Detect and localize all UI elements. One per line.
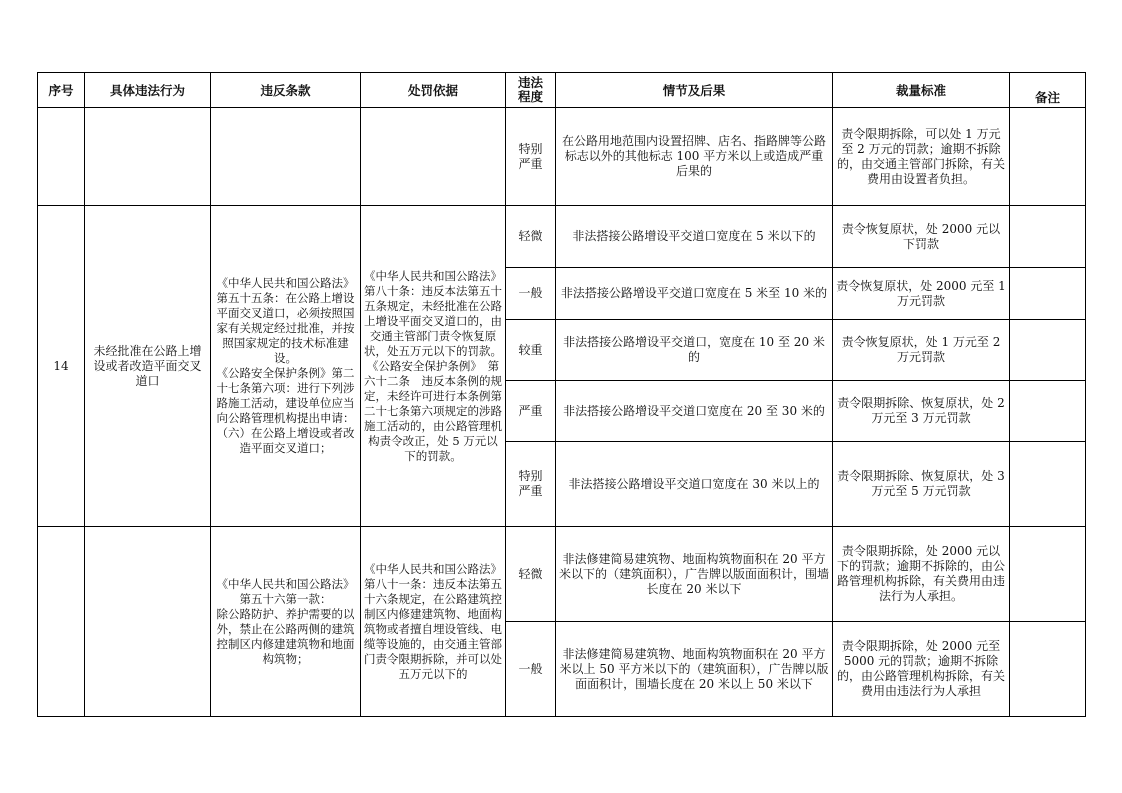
level-cell: 一般: [506, 622, 556, 717]
table-row: [38, 206, 1086, 268]
basis-cell: 《中华人民共和国公路法》第八十条：违反本法第五十五条规定，未经批准在公路上增设平面交叉道口的，由交通主管部门责令恢复原状，处五万元以下的罚款。 《公路安全保护条例》 第六十二条 违反本条例的规定，未经许可进行本条例第二十七条第六项规定的涉路施工活动的，由公路管理机构责令改正，处 5 万元以下的罚款。: [361, 206, 506, 527]
consequence-cell: 非法修建简易建筑物、地面构筑物面积在 20 平方米以下的（建筑面积），广告牌以版面面积计，围墙长度在 20 米以下: [556, 527, 833, 622]
standard-cell: 责令限期拆除、恢复原状，处 2 万元至 3 万元罚款: [833, 381, 1010, 442]
standard-cell: 责令限期拆除，可以处 1 万元至 2 万元的罚款；逾期不拆除的，由交通主管部门拆除，有关费用由设置者负担。: [833, 108, 1010, 206]
clause-cell: 《中华人民共和国公路法》第五十五条：在公路上增设平面交叉道口，必须按照国家有关规定经过批准，并按照国家规定的技术标准建设。 《公路安全保护条例》第二十七条第六项：进行下列涉路施工活动，建设单位应当向公路管理机构提出申请：（六）在公路上增设或者改造平面交叉道口；: [211, 206, 361, 527]
index-cell: [38, 527, 85, 717]
note-cell: [1010, 442, 1086, 527]
consequence-cell: 非法搭接公路增设平交道口宽度在 30 米以上的: [556, 442, 833, 527]
basis-cell: [361, 108, 506, 206]
table-row: [38, 527, 1086, 622]
consequence-cell: 在公路用地范围内设置招牌、店名、指路牌等公路标志以外的其他标志 100 平方米以上或造成严重后果的: [556, 108, 833, 206]
consequence-cell: 非法修建简易建筑物、地面构筑物面积在 20 平方米以上 50 平方米以下的（建筑面积），广告牌以版面面积计，围墙长度在 20 米以上 50 米以下: [556, 622, 833, 717]
table-row: [38, 108, 1086, 206]
note-cell: [1010, 108, 1086, 206]
header-consequence: 情节及后果: [556, 73, 833, 108]
note-cell: [1010, 268, 1086, 320]
note-cell: [1010, 320, 1086, 381]
consequence-cell: 非法搭接公路增设平交道口宽度在 5 米以下的: [556, 206, 833, 268]
basis-cell: 《中华人民共和国公路法》第八十一条：违反本法第五十六条规定，在公路建筑控制区内修建建筑物、地面构筑物或者擅自埋设管线、电缆等设施的，由交通主管部门责令限期拆除，并可以处五万元以下的: [361, 527, 506, 717]
consequence-cell: 非法搭接公路增设平交道口，宽度在 10 至 20 米的: [556, 320, 833, 381]
level-cell: 一般: [506, 268, 556, 320]
header-act: 具体违法行为: [85, 73, 211, 108]
header-standard: 裁量标准: [833, 73, 1010, 108]
level-cell: 轻微: [506, 206, 556, 268]
note-cell: [1010, 622, 1086, 717]
note-cell: [1010, 381, 1086, 442]
header-index: 序号: [38, 73, 85, 108]
clause-cell: [211, 108, 361, 206]
act-cell: 未经批准在公路上增设或者改造平面交叉道口: [85, 206, 211, 527]
header-clause: 违反条款: [211, 73, 361, 108]
level-cell: 特别 严重: [506, 442, 556, 527]
standard-cell: 责令恢复原状，处 1 万元至 2 万元罚款: [833, 320, 1010, 381]
index-cell: 14: [38, 206, 85, 527]
consequence-cell: 非法搭接公路增设平交道口宽度在 20 至 30 米的: [556, 381, 833, 442]
note-cell: [1010, 527, 1086, 622]
standard-cell: 责令限期拆除，处 2000 元以下的罚款；逾期不拆除的，由公路管理机构拆除，有关费用由违法行为人承担。: [833, 527, 1010, 622]
standard-cell: 责令恢复原状，处 2000 元以下罚款: [833, 206, 1010, 268]
header-row: [38, 73, 1086, 108]
header-level: 违法 程度: [506, 73, 556, 108]
level-cell: 特别 严重: [506, 108, 556, 206]
clause-cell: 《中华人民共和国公路法》第五十六第一款： 除公路防护、养护需要的以外，禁止在公路两侧的建筑控制区内修建建筑物和地面构筑物；: [211, 527, 361, 717]
level-cell: 严重: [506, 381, 556, 442]
act-cell: [85, 527, 211, 717]
consequence-cell: 非法搭接公路增设平交道口宽度在 5 米至 10 米的: [556, 268, 833, 320]
level-cell: 较重: [506, 320, 556, 381]
level-cell: 轻微: [506, 527, 556, 622]
standard-cell: 责令限期拆除，处 2000 元至 5000 元的罚款；逾期不拆除的，由公路管理机构拆除，有关费用由违法行为人承担: [833, 622, 1010, 717]
index-cell: [38, 108, 85, 206]
act-cell: [85, 108, 211, 206]
penalty-table: [37, 72, 1086, 717]
standard-cell: 责令恢复原状，处 2000 元至 1 万元罚款: [833, 268, 1010, 320]
header-note: 备注: [1010, 73, 1086, 108]
header-basis: 处罚依据: [361, 73, 506, 108]
standard-cell: 责令限期拆除、恢复原状，处 3 万元至 5 万元罚款: [833, 442, 1010, 527]
note-cell: [1010, 206, 1086, 268]
